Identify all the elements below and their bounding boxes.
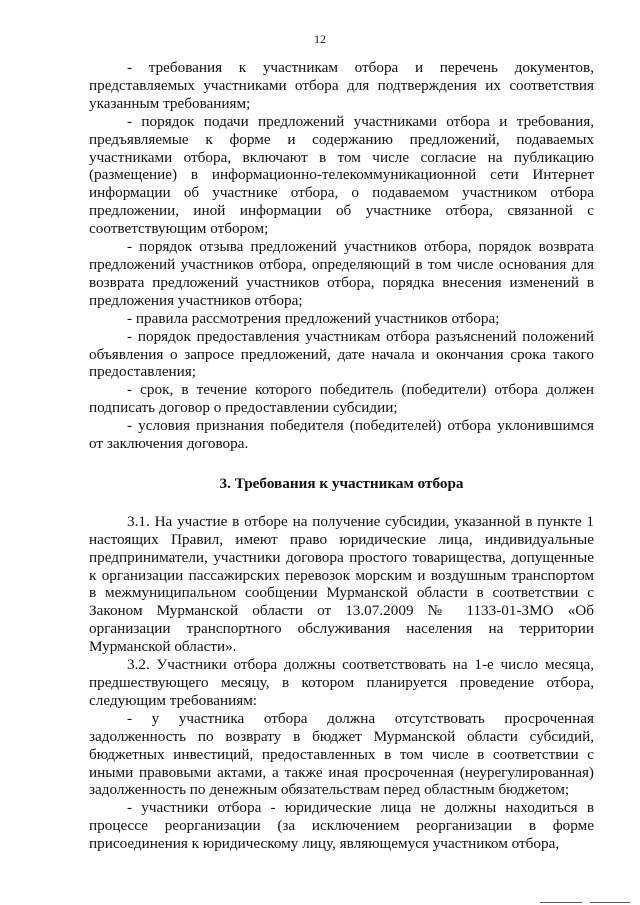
page-number: 12 — [314, 32, 326, 46]
list-item: - срок, в течение которого победитель (победители) отбора должен подписать договор о предоставлении субсидии; — [89, 381, 594, 417]
section-heading: 3. Требования к участникам отбора — [219, 474, 464, 492]
list-item: - правила рассмотрения предложений участников отбора; — [127, 309, 500, 327]
requirement-item: - участники отбора - юридические лица не должны находиться в процессе реорганизации (за исключением реорганизации в форме присоединения к юридическому лицу, являющемуся участником отбора, — [89, 799, 594, 853]
paragraph-3-2: 3.2. Участники отбора должны соответствовать на 1-е число месяца, предшествующего месяцу, в котором планируется проведение отбора, следующим требованиям: — [89, 656, 594, 709]
list-item: - условия признания победителя (победителей) отбора уклонившимся от заключения договора. — [89, 417, 594, 453]
paragraph-3-1: 3.1. На участие в отборе на получение субсидии, указанной в пункте 1 настоящих Правил, имеют право юридические лица, индивидуальные предприниматели, участники договора простого товарищества, допущенные к организации пассажирских перевозок морским и воздушным транспортом в межмуниципальном сообщении Мурманской области в соответствии с Законом Мурманской области от 13.07.2009 № 1133-01-ЗМО «Об организации транспортного обслуживания населения на территории Мурманской области». — [89, 512, 594, 656]
list-item: - порядок отзыва предложений участников отбора, порядок возврата предложений участников отбора, определяющий в том числе основания для возврата предложений участников отбора, порядка внесения изменений в предложения участников отбора; — [89, 238, 594, 309]
requirement-item: - у участника отбора должна отсутствовать просроченная задолженность по возврату в бюджет Мурманской области субсидий, бюджетных инвестиций, предоставленных в том числе в соответствии с иными правовыми актами, а также иная просроченная (неурегулированная) задолженность по денежным обязательствам перед областным бюджетом; — [89, 709, 594, 799]
list-item: - порядок предоставления участникам отбора разъяснений положений объявления о запросе предложений, дате начала и окончания срока такого предоставления; — [89, 327, 594, 381]
document-body — [89, 59, 594, 853]
list-item: - порядок подачи предложений участниками отбора и требования, предъявляемые к форме и содержанию предложений, подаваемых участниками отбора, включают в том числе согласие на публикацию (размещение) в информационно-телекоммуникационной сети Интернет информации об участнике отбора, о подаваемом участником отбора предложении, иной информации об участнике отбора, связанной с соответствующим отбором; — [89, 112, 594, 238]
scan-edge-marks — [520, 899, 640, 905]
list-item: - требования к участникам отбора и перечень документов, представляемых участниками отбора для подтверждения их соответствия указанным требованиям; — [89, 59, 594, 112]
